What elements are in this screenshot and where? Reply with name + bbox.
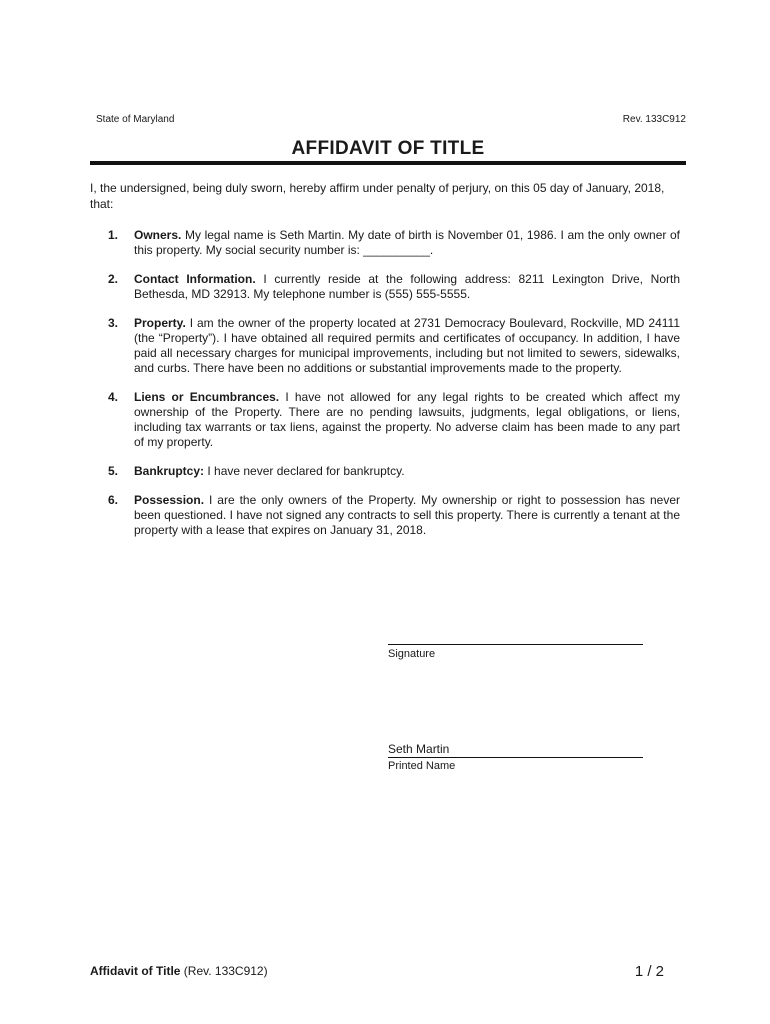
item-number: 6. — [108, 493, 119, 507]
list-item — [108, 493, 680, 538]
item-heading: Bankruptcy: — [134, 464, 205, 478]
item-text: I am the owner of the property located at 2731 Democracy Boulevard, Rockville, MD 24111 (the “Property”). I have obtained all required permits and certificates of occupancy. In addition, I have paid all necessary charges for municipal improvements, including but not limited to sewers, sidewalks, and curbs. There have been no additions or substantial improvements made to the property. — [134, 316, 680, 375]
item-number: 2. — [108, 272, 119, 286]
footer-doc-title — [90, 964, 268, 978]
printed-name-line — [388, 757, 643, 758]
item-number: 5. — [108, 464, 119, 478]
list-item — [108, 272, 680, 302]
page-number: 1 / 2 — [634, 963, 664, 980]
item-text: I currently reside at the following address: 8211 Lexington Drive, North Bethesda, MD 32913. My telephone number is (555) 555-5555. — [134, 272, 681, 301]
item-heading: Property. — [134, 316, 186, 330]
signature-label: Signature — [388, 648, 436, 660]
title-divider — [90, 161, 686, 165]
item-heading: Contact Information. — [134, 272, 256, 286]
list-item — [108, 464, 680, 479]
revision-label: Rev. 133C912 — [622, 114, 686, 125]
item-heading: Liens or Encumbrances. — [134, 390, 280, 404]
signature-line[interactable] — [388, 644, 643, 645]
item-text: I are the only owners of the Property. My ownership or right to possession has never been questioned. I have not signed any contracts to sell this property. There is currently a tenant at the property with a lease that expires on January 31, 2018. — [134, 493, 680, 537]
item-text: I have never declared for bankruptcy. — [204, 464, 405, 478]
list-item — [108, 228, 680, 258]
item-text: I have not allowed for any legal rights to be created which affect my ownership of the Property. There are no pending lawsuits, judgments, legal obligations, or liens, including tax warrants or tax liens, against the property. No adverse claim has been made to any part of my property. — [134, 390, 680, 449]
item-text: My legal name is Seth Martin. My date of birth is November 01, 1986. I am the only owner of this property. My social security number is: __________. — [134, 228, 680, 257]
printed-name-label: Printed Name — [388, 760, 456, 772]
intro-paragraph: I, the undersigned, being duly sworn, hereby affirm under penalty of perjury, on this 05 day of January, 2018, that: — [90, 181, 665, 211]
item-heading: Owners. — [134, 228, 182, 242]
item-number: 1. — [108, 228, 119, 242]
item-number: 4. — [108, 390, 119, 404]
printed-name-value[interactable]: Seth Martin — [388, 742, 450, 756]
item-heading: Possession. — [134, 493, 205, 507]
list-item — [108, 316, 680, 376]
state-label: State of Maryland — [96, 114, 175, 125]
affidavit-items — [108, 228, 680, 552]
list-item — [108, 390, 680, 450]
footer-revision: (Rev. 133C912) — [180, 964, 268, 978]
footer-title-bold: Affidavit of Title — [90, 964, 181, 978]
document-title: AFFIDAVIT OF TITLE — [291, 138, 485, 159]
item-number: 3. — [108, 316, 119, 330]
